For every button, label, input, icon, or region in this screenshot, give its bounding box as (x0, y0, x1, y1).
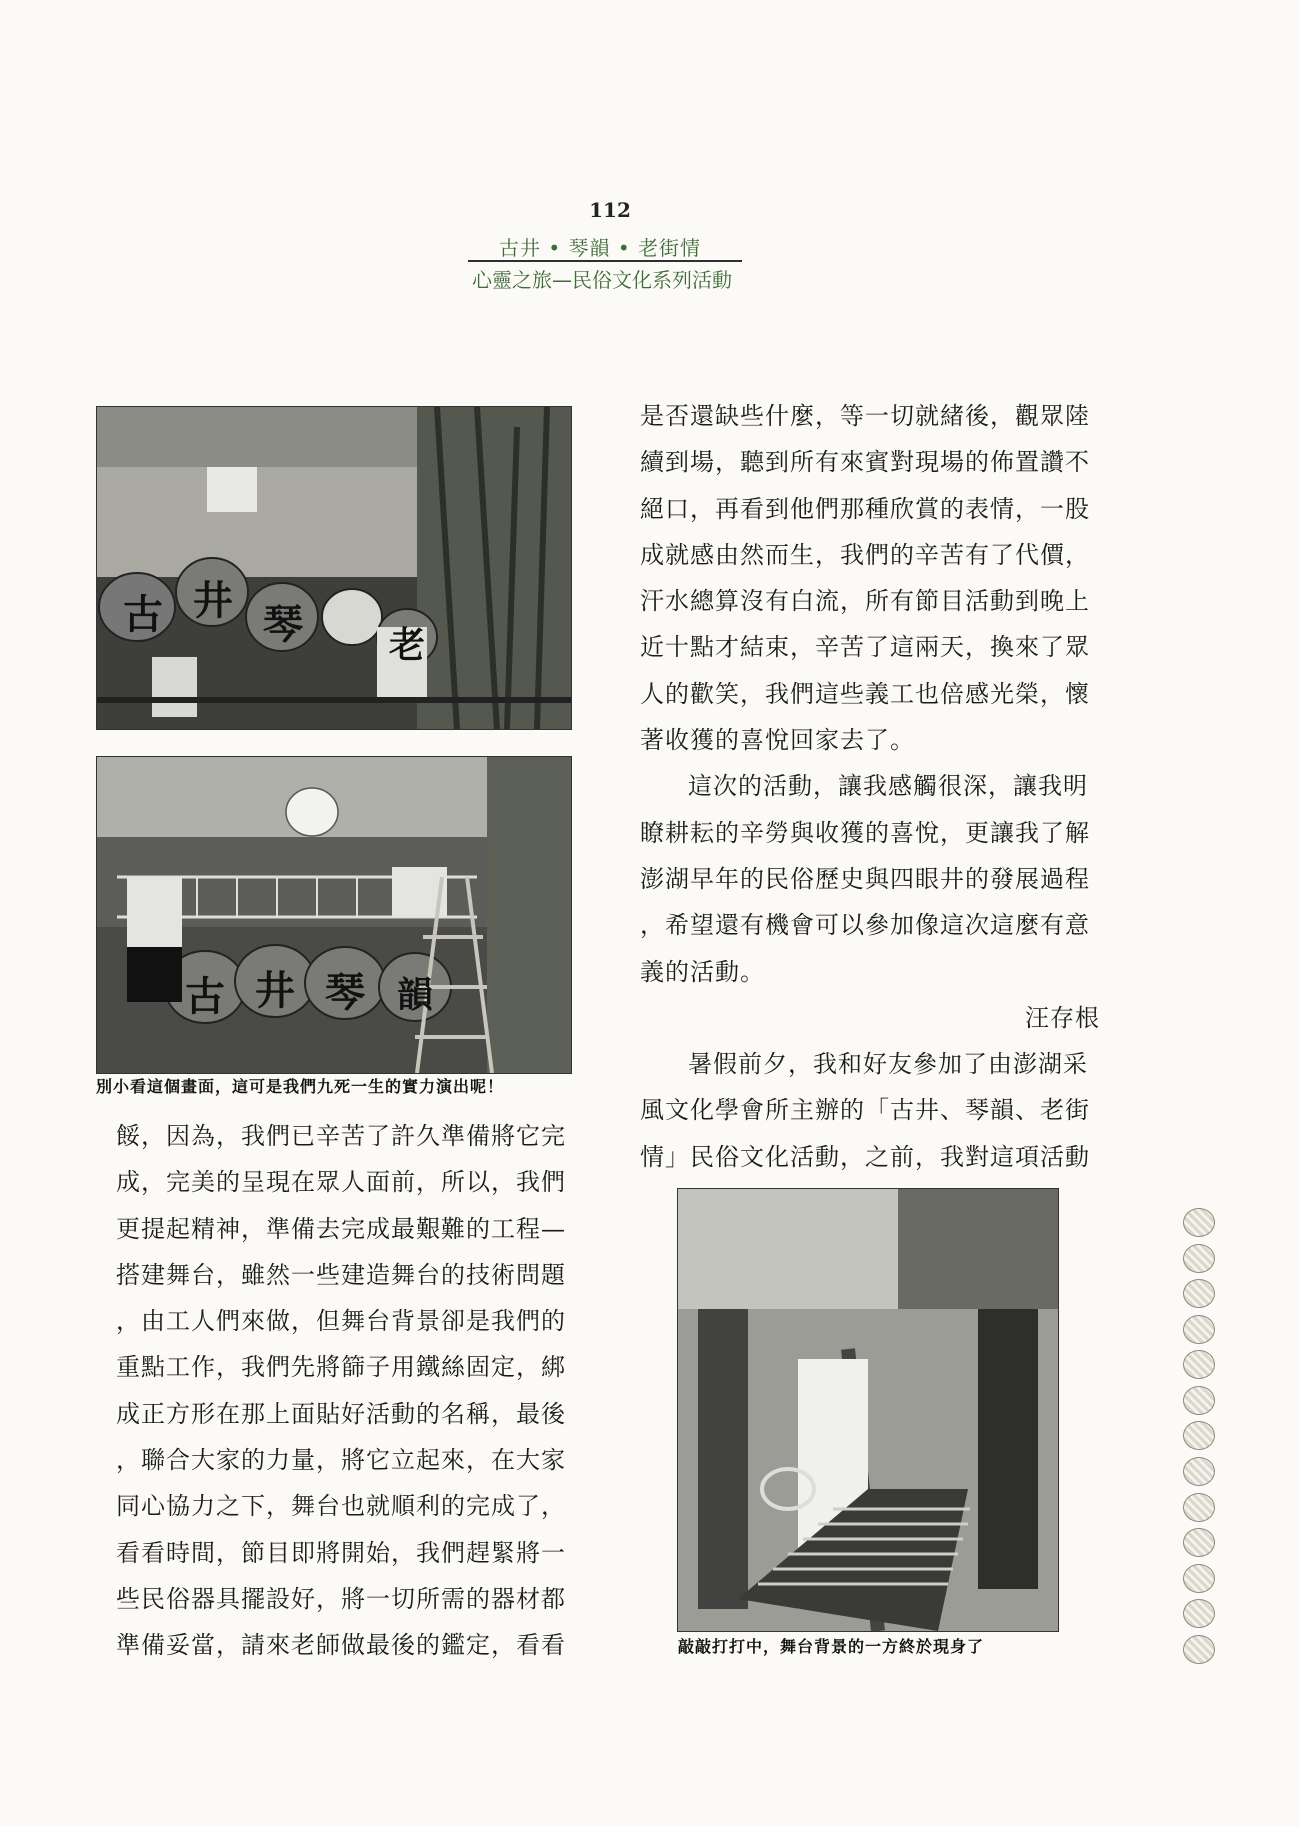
lantern-character: 韻 (397, 974, 434, 1016)
text-line: ，希望還有機會可以參加像這次這麼有意 (640, 911, 1090, 940)
photo-hanging-lanterns (96, 406, 572, 730)
page-number: 112 (589, 198, 631, 222)
left-text-column (116, 1113, 576, 1669)
ornament-icon (1183, 1350, 1215, 1379)
decorative-ornament-strip (1183, 1208, 1217, 1664)
photo-ladders (96, 756, 572, 1074)
lantern-character: 古 (185, 973, 225, 1020)
text-line: 更提起精神，準備去完成最艱難的工程— (116, 1214, 566, 1243)
text-line: 著收獲的喜悅回家去了。 (640, 726, 915, 755)
text-line: 成就感由然而生，我們的辛苦有了代價， (640, 540, 1090, 569)
ornament-icon (1183, 1421, 1215, 1450)
lantern-character: 井 (193, 577, 233, 624)
ornament-icon (1183, 1457, 1215, 1486)
photo-caption: 別小看這個畫面，這可是我們九死一生的實力演出呢！ (96, 1077, 505, 1096)
text-line: 近十點才結束，辛苦了這兩天，換來了眾 (640, 633, 1090, 662)
text-line: 重點工作，我們先將篩子用鐵絲固定，綁 (116, 1353, 566, 1382)
photo-stage-backdrop (677, 1188, 1059, 1632)
text-line: 搭建舞台，雖然一些建造舞台的技術問題 (116, 1260, 566, 1289)
lantern-character: 井 (255, 967, 295, 1014)
lantern-character: 琴 (325, 969, 365, 1016)
ornament-icon (1183, 1635, 1215, 1664)
text-line: 人的歡笑，我們這些義工也倍感光榮，懷 (640, 679, 1090, 708)
ornament-icon (1183, 1528, 1215, 1557)
text-line: 些民俗器具擺設好，將一切所需的器材都 (116, 1584, 566, 1613)
ornament-icon (1183, 1315, 1215, 1344)
text-line: 續到場，聽到所有來賓對現場的佈置讚不 (640, 448, 1090, 477)
lantern-character: 古 (123, 591, 163, 638)
author-name: 汪存根 (1025, 1003, 1100, 1032)
text-line: 是否還缺些什麼，等一切就緒後，觀眾陸 (640, 402, 1090, 430)
ornament-icon (1183, 1564, 1215, 1593)
text-line: ，由工人們來做，但舞台背景卻是我們的 (116, 1307, 566, 1336)
text-line: 餒，因為，我們已辛苦了許久準備將它完 (116, 1122, 566, 1150)
text-line: 準備妥當，請來老師做最後的鑑定，看看 (116, 1631, 566, 1660)
header-divider (468, 260, 742, 262)
text-line: 風文化學會所主辦的「古井、琴韻、老街 (640, 1096, 1090, 1125)
text-line: 暑假前夕，我和好友參加了由澎湖采 (688, 1050, 1088, 1079)
ornament-icon (1183, 1493, 1215, 1522)
lantern-character: 琴 (263, 601, 303, 648)
text-line: 成，完美的呈現在眾人面前，所以，我們 (116, 1168, 566, 1197)
ornament-icon (1183, 1244, 1215, 1273)
ornament-icon (1183, 1386, 1215, 1415)
text-line: 義的活動。 (640, 957, 765, 986)
text-line: ，聯合大家的力量，將它立起來，在大家 (116, 1446, 566, 1475)
running-header-subtitle: 心靈之旅—民俗文化系列活動 (472, 268, 732, 292)
ornament-icon (1183, 1208, 1215, 1237)
text-line: 成正方形在那上面貼好活動的名稱，最後 (116, 1399, 566, 1428)
ornament-icon (1183, 1599, 1215, 1628)
text-line: 汗水總算沒有白流，所有節目活動到晚上 (640, 587, 1090, 616)
text-line: 絕口，再看到他們那種欣賞的表情，一股 (640, 494, 1090, 523)
text-line: 瞭耕耘的辛勞與收獲的喜悅，更讓我了解 (640, 818, 1090, 847)
ornament-icon (1183, 1279, 1215, 1308)
photo-caption: 敲敲打打中，舞台背景的一方終於現身了 (678, 1637, 985, 1656)
text-line: 看看時間，節目即將開始，我們趕緊將一 (116, 1538, 566, 1567)
running-header-title: 古井 • 琴韻 • 老街情 (498, 236, 702, 260)
text-line: 情」民俗文化活動，之前，我對這項活動 (640, 1142, 1090, 1171)
lantern-character: 老 (389, 624, 426, 666)
text-line: 澎湖早年的民俗歷史與四眼井的發展過程 (640, 864, 1090, 893)
text-line: 這次的活動，讓我感觸很深，讓我明 (688, 772, 1088, 801)
text-line: 同心協力之下，舞台也就順利的完成了， (116, 1492, 566, 1521)
right-text-column (640, 393, 1100, 1180)
